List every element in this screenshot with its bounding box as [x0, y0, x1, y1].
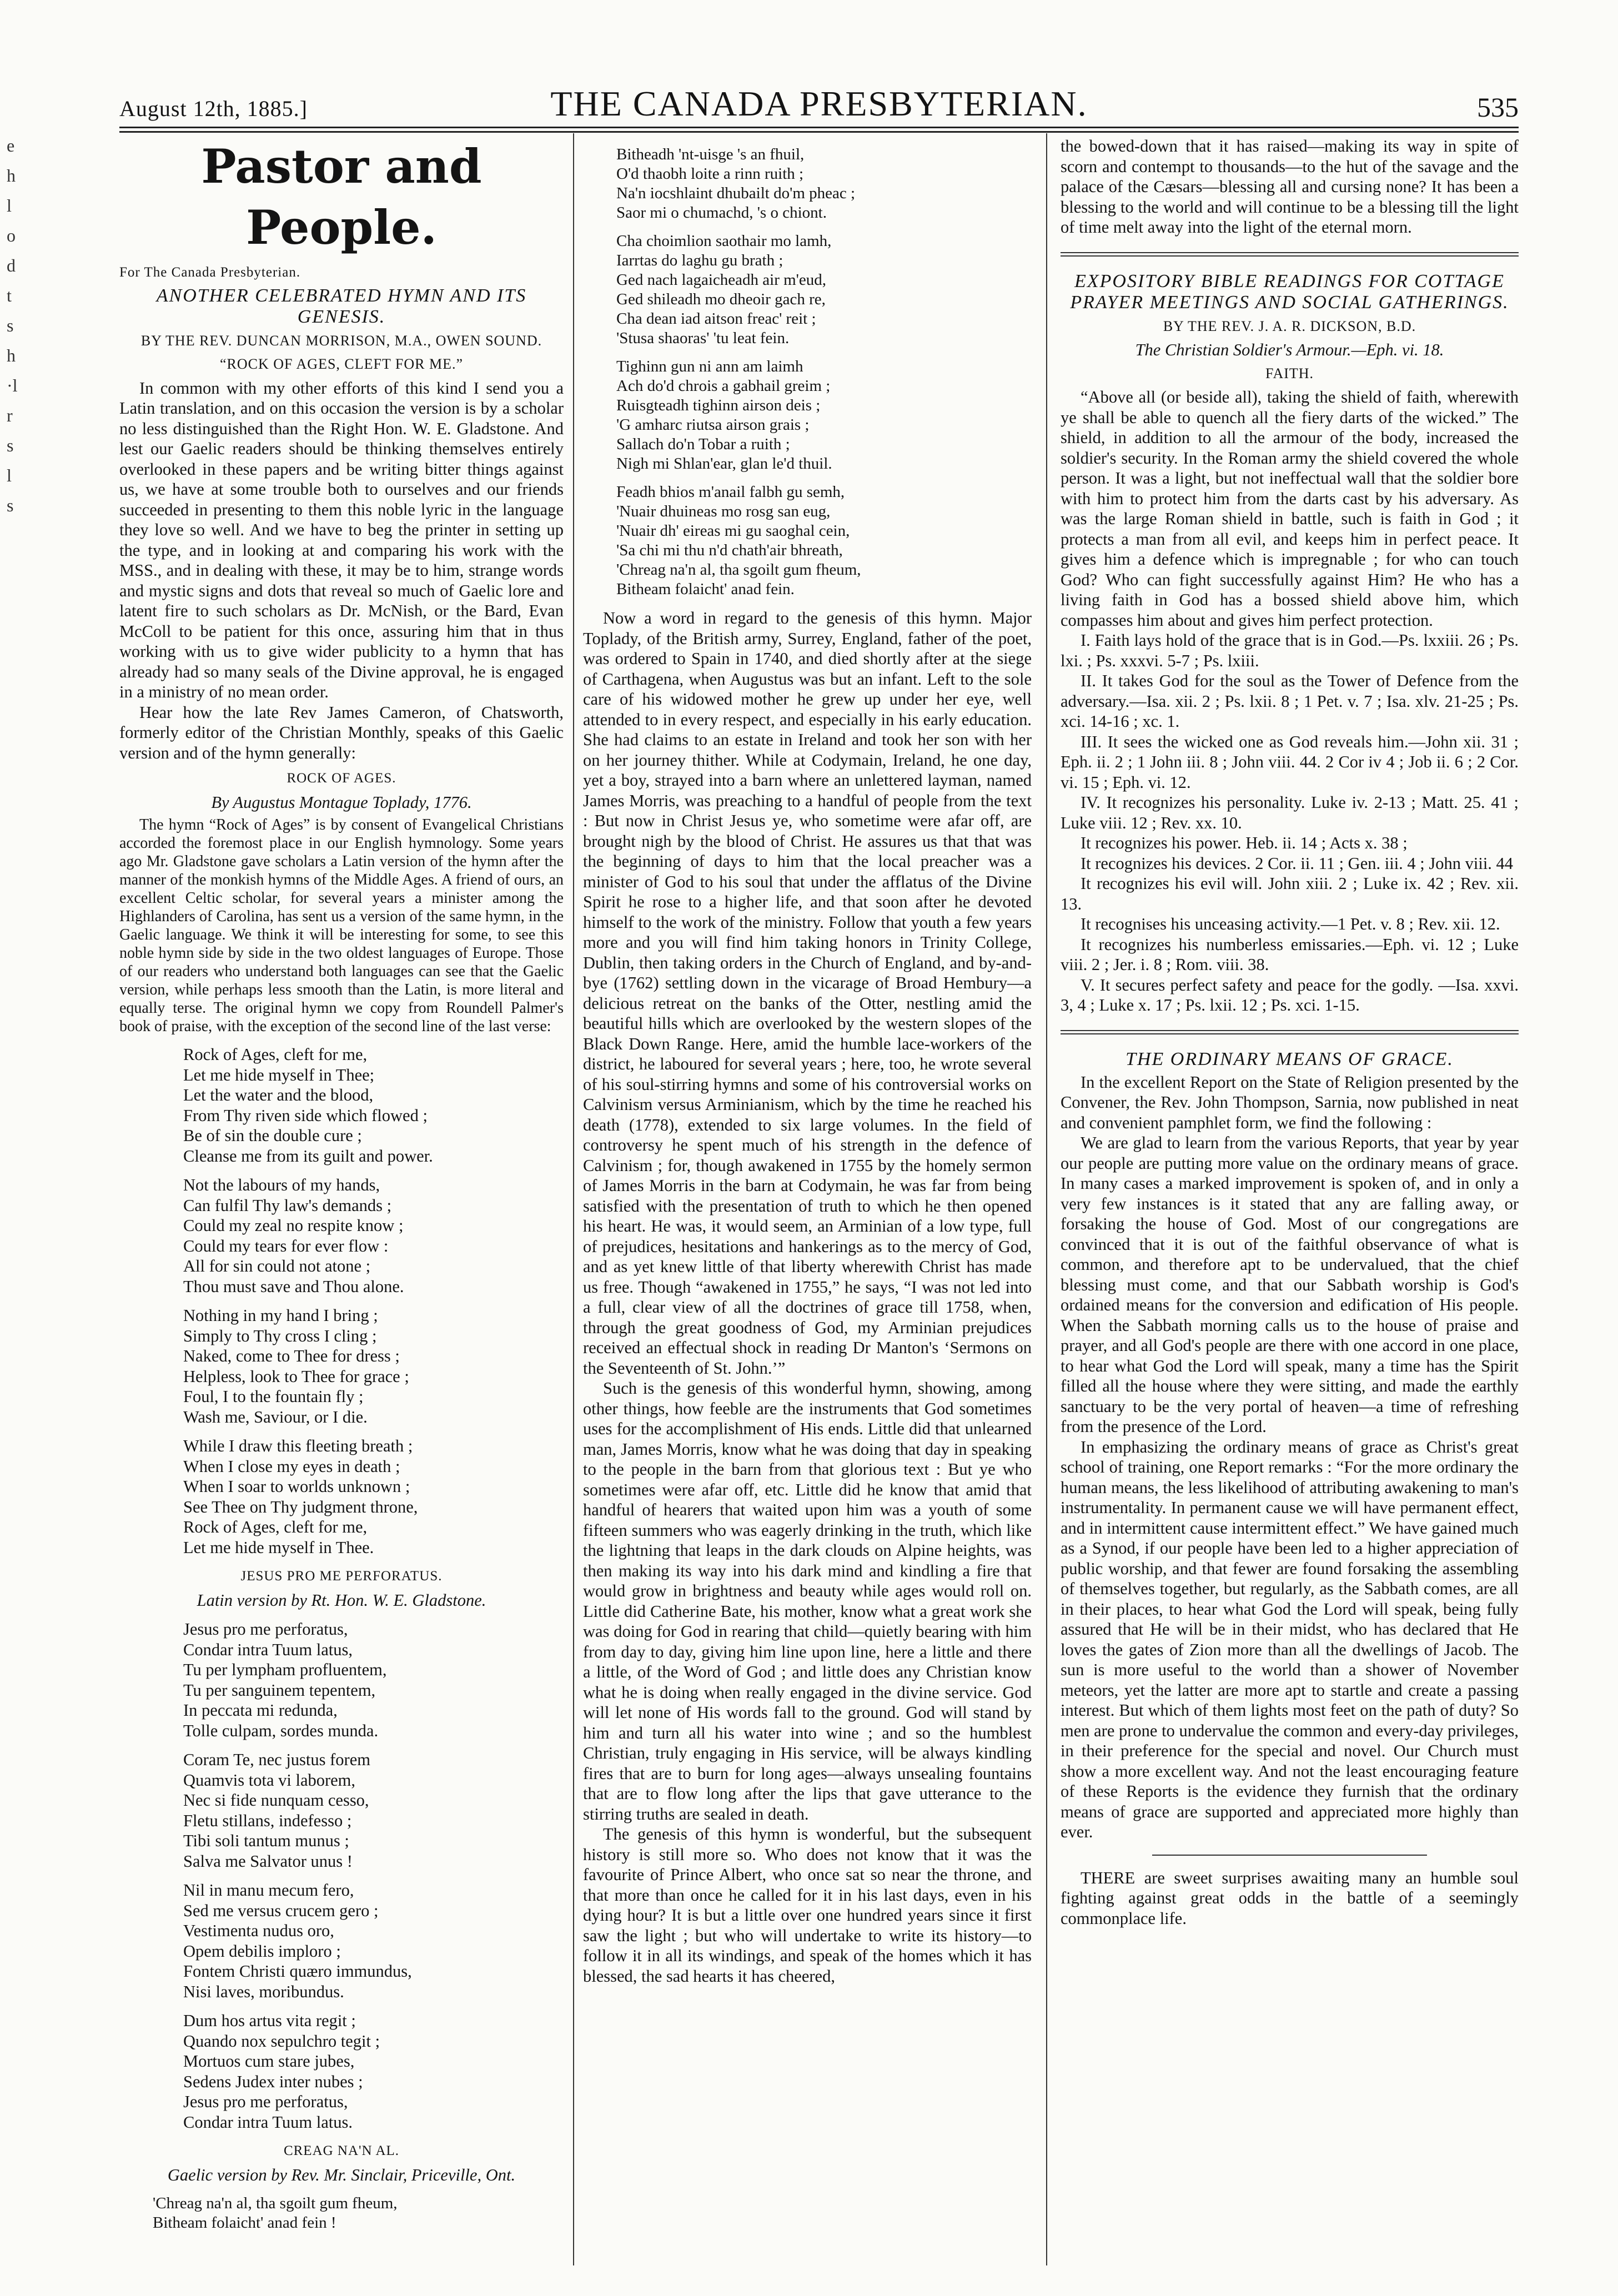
latin-stanzas	[119, 1619, 564, 2132]
verse-line: Vestimenta nudus oro,	[183, 1921, 334, 1940]
reference-item: It recognizes his power. Heb. ii. 14 ; Acts x. 38 ;	[1081, 833, 1408, 852]
separator	[1152, 1855, 1427, 1856]
verse-line: Could my tears for ever flow :	[183, 1236, 389, 1255]
article-byline: BY THE REV. DUNCAN MORRISON, M.A., OWEN SOUND.	[140, 332, 542, 349]
reference-item: III. It sees the wicked one as God reveals him.—John xii. 31 ; Eph. ii. 2 ; 1 John iii. 8 ; John viii. 44. 2 Cor iv 4 ; Job ii. 6 ; 2 Cor. vi. 15 ; Eph. vi. 12.	[1061, 732, 1519, 792]
for-line: For The Canada Presbyterian.	[119, 265, 301, 280]
stanza	[119, 1750, 564, 1871]
verse-line: Saor mi o chumachd, 's o chiont.	[616, 204, 827, 222]
masthead	[119, 83, 1519, 122]
verse-line: Jesus pro me perforatus,	[183, 2092, 348, 2111]
reference-item: I. Faith lays hold of the grace that is in God.—Ps. lxxiii. 26 ; Ps. lxi. ; Ps. xxxvi. 5-7 ; Ps. lxiii.	[1061, 631, 1519, 670]
verse-line: Mortuos cum stare jubes,	[183, 2052, 355, 2071]
stanza	[119, 1880, 564, 2002]
reference-item: It recognizes his numberless emissaries.—Eph. vi. 12 ; Luke viii. 2 ; Jer. i. 8 ; Rom. viii. 38.	[1061, 935, 1519, 974]
margin-mark: r	[7, 405, 13, 425]
paragraph: In common with my other efforts of this kind I send you a Latin translation, and on this occasion the version is by a scholar no less distinguished than the Right Hon. W. E. Gladstone. And lest our Gaelic readers should be thinking themselves entirely overlooked in these papers and be writing bitter things against us, we have at some trouble both to ourselves and our friends succeeded in presenting to them this noble lyric in the language they love so well. And we have to beg the printer in setting up the type, and in looking at and comparing his work with the MSS., and in dealing with these, it may be to him, strange words and mystic signs and dots that reveal so much of Gaelic lore and latent fire to such scholars as Dr. McNish, or the Bard, Evan McColl to be patient for this once, assuring him that in thus working with us to give wider publicity to a hymn that has already had so many seals of the Divine approval, he is engaged in a ministry of no mean order.	[119, 378, 564, 701]
verse-line: Wash me, Saviour, or I die.	[183, 1407, 368, 1426]
margin-mark: o	[7, 225, 16, 245]
latin-subheading: Latin version by Rt. Hon. W. E. Gladstone.	[197, 1590, 486, 1610]
reference-item: It recognises his unceasing activity.—1 Pet. v. 8 ; Rev. xii. 12.	[1081, 915, 1500, 933]
gaelic-subheading: Gaelic version by Rev. Mr. Sinclair, Priceville, Ont.	[167, 2165, 516, 2184]
verse-line: Ged shileadh mo dheoir gach re,	[616, 290, 826, 308]
verse-line: Condar intra Tuum latus.	[183, 2112, 353, 2132]
margin-mark: s	[7, 315, 14, 335]
verse-line: 'Nuair dhuineas mo rosg san eug,	[616, 503, 831, 520]
section-rule	[1061, 1030, 1519, 1034]
hymn-stanzas	[119, 1044, 564, 1558]
stanza	[119, 1044, 564, 1166]
article-byline: BY THE REV. J. A. R. DICKSON, B.D.	[1163, 318, 1416, 334]
verse-line: Na'n iocshlaint dhubailt do'm pheac ;	[616, 184, 856, 202]
verse-line: Bitheam folaicht' anad fein !	[153, 2214, 336, 2232]
verse-line: Naked, come to Thee for dress ;	[183, 1347, 400, 1365]
verse-line: Cha choimlion saothair mo lamh,	[616, 232, 832, 250]
verse-line: Tu per lympham profluentem,	[183, 1660, 387, 1679]
verse-line: 'Chreag na'n al, tha sgoilt gum fheum,	[153, 2194, 398, 2212]
verse-line: Not the labours of my hands,	[183, 1175, 380, 1194]
verse-line: Cha dean iad aitson freac' reit ;	[616, 310, 816, 328]
verse-line: Condar intra Tuum latus,	[183, 1640, 353, 1659]
verse-line: Let the water and the blood,	[183, 1086, 374, 1104]
verse-line: Sedens Judex inter nubes ;	[183, 2072, 363, 2091]
newspaper-title: THE CANADA PRESBYTERIAN.	[550, 84, 1088, 123]
verse-line: In peccata mi redunda,	[183, 1701, 338, 1720]
margin-mark: h	[7, 345, 16, 365]
column-1	[119, 136, 564, 2242]
verse-line: 'Nuair dh' eireas mi gu saoghal cein,	[616, 522, 850, 540]
verse-line: All for sin could not atone ;	[183, 1257, 371, 1275]
verse-line: Nothing in my hand I bring ;	[183, 1306, 378, 1325]
verse-line: Let me hide myself in Thee.	[183, 1538, 374, 1557]
column-divider	[573, 133, 574, 2265]
latin-heading: JESUS PRO ME PERFORATUS.	[240, 1569, 443, 1584]
verse-line: 'Sa chi mi thu n'd chath'air bhreath,	[616, 541, 843, 559]
verse-line: Jesus pro me perforatus,	[183, 1620, 348, 1639]
verse-line: Salva me Salvator unus !	[183, 1851, 353, 1871]
verse-line: Tighinn gun ni ann am laimh	[616, 358, 803, 375]
verse-line: 'Stusa shaoras' 'tu leat fein.	[616, 329, 790, 347]
section-title: Pastor and People.	[201, 139, 482, 255]
verse-line: Let me hide myself in Thee;	[183, 1065, 375, 1084]
margin-mark: h	[7, 165, 16, 185]
verse-line: Nigh mi Shlan'ear, glan le'd thuil.	[616, 455, 832, 473]
faith-heading: FAITH.	[1265, 365, 1314, 381]
verse-line: Iarrtas do laghu gu brath ;	[616, 252, 783, 269]
verse-line: 'G amharc riutsa airson grais ;	[616, 416, 810, 434]
verse-line: Could my zeal no respite know ;	[183, 1216, 404, 1235]
verse-line: Tu per sanguinem tepentem,	[183, 1680, 376, 1700]
paragraph: THERE are sweet surprises awaiting many an humble soul fighting against great odds in the battle of a seemingly commonplace life.	[1061, 1868, 1519, 1928]
verse-line: Can fulfil Thy law's demands ;	[183, 1195, 392, 1215]
margin-mark: l	[7, 195, 12, 215]
column-divider	[1046, 133, 1047, 2265]
masthead-rule	[119, 127, 1519, 128]
verse-line: Cleanse me from its guilt and power.	[183, 1146, 433, 1165]
column-2	[583, 136, 1032, 1986]
page-number: 535	[1477, 92, 1519, 123]
article-title: EXPOSITORY BIBLE READINGS FOR COTTAGE PRAYER MEETINGS AND SOCIAL GATHERINGS.	[1070, 270, 1509, 313]
stanza	[583, 232, 1032, 348]
margin-mark: e	[7, 135, 15, 155]
verse-line: When I soar to worlds unknown ;	[183, 1477, 410, 1496]
gaelic-stanzas	[583, 145, 1032, 599]
verse-line: Bitheam folaicht' anad fein.	[616, 580, 795, 598]
stanza	[119, 1305, 564, 1427]
article-title: ANOTHER CELEBRATED HYMN AND ITS GENESIS.	[156, 285, 527, 327]
stanza	[119, 1436, 564, 1558]
verse-line: Foul, I to the fountain fly ;	[183, 1387, 364, 1406]
verse-line: Ruisgteadh tighinn airson deis ;	[616, 396, 821, 414]
verse-line: While I draw this fleeting breath ;	[183, 1436, 413, 1455]
verse-line: O'd thaobh loite a rinn ruith ;	[616, 165, 804, 183]
verse-line: Dum hos artus vita regit ;	[183, 2011, 356, 2030]
margin-mark: ·l	[7, 375, 18, 395]
verse-line: Tolle culpam, sordes munda.	[183, 1721, 379, 1740]
verse-line: Sed me versus crucem gero ;	[183, 1901, 379, 1920]
stanza	[119, 2011, 564, 2132]
stanza	[583, 483, 1032, 599]
gaelic-heading: CREAG NA'N AL.	[283, 2143, 400, 2158]
margin-mark: d	[7, 255, 16, 275]
paragraph: the bowed-down that it has raised—making its way in spite of scorn and contempt to thousands—to the hut of the savage and the palace of the Cæsars—blessing all and cursing none? It has been a blessing to the world and will continue to be a blessing till the light of time melt away into the light of the eternal morn.	[1061, 137, 1519, 237]
paragraph: We are glad to learn from the various Reports, that year by year our people are putting more value on the ordinary means of grace. In many cases a marked improvement is spoken of, and in only a very few instances is it stated that any are falling away, or forsaking the house of God. Most of our congregations are convinced that it is out of the faithful observance of what is common, and therefore apt to be undervalued, that the chief blessing must come, and that our Sabbath worship is God's ordained means for the conversion and edification of His people. When the Sabbath morning calls us to the house of praise and prayer, and all God's people are there with one accord in one place, to hear what God the Lord will speak, many a time has the Spirit filled all the house where they were sitting, and made the earthly sanctuary to be the very portal of heaven—a time of refreshing from the presence of the Lord.	[1061, 1133, 1519, 1436]
verse-line: Ged nach lagaicheadh air m'eud,	[616, 271, 827, 289]
verse-line: Nec si fide nunquam cesso,	[183, 1791, 369, 1810]
article-subtitle: The Christian Soldier's Armour.—Eph. vi. 18.	[1135, 340, 1444, 359]
margin-marks	[7, 130, 29, 520]
epigraph: “ROCK OF AGES, CLEFT FOR ME.”	[219, 356, 464, 372]
reference-item: It recognizes his evil will. John xiii. 2 ; Luke ix. 42 ; Rev. xii. 13.	[1061, 874, 1519, 913]
verse-line: Coram Te, nec justus forem	[183, 1750, 370, 1769]
verse-line: Rock of Ages, cleft for me,	[183, 1045, 368, 1064]
section-rule	[1061, 252, 1519, 257]
reference-item: IV. It recognizes his personality. Luke iv. 2-13 ; Matt. 25. 41 ; Luke viii. 12 ; Rev. xx. 10.	[1061, 793, 1519, 832]
verse-line: Fletu stillans, indefesso ;	[183, 1811, 352, 1830]
paragraph: “Above all (or beside all), taking the shield of faith, wherewith ye shall be able to quench all the fiery darts of the wicked.” The shield, in addition to all the armour of the body, increased the soldier's security. In the Roman army the shield covered the whole person. It was a light, but not ineffectual wall that the soldier bore with him to protect him from the darts cast by his adversary. As was the large Roman shield in battle, such is faith in God ; it protects a man from all evil, and keeps him in perfect peace. It gives him a defence which is impregnable ; for who can touch God? Who can fight successfully against Him? He who has a living faith in God has a bossed shield above him, which compasses him about and gives him perfect protection.	[1061, 388, 1519, 630]
rock-heading: ROCK OF AGES.	[287, 771, 396, 786]
column-3	[1061, 136, 1519, 1928]
verse-line: Sallach do'n Tobar a ruith ;	[616, 435, 790, 453]
verse-line: Tibi soli tantum munus ;	[183, 1831, 349, 1850]
paragraph: Such is the genesis of this wonderful hymn, showing, among other things, how feeble are the instruments that God sometimes uses for the accomplishment of His ends. Little did that unlearned man, James Morris, know what he was doing that day in speaking to the people in the barn from that glorious text : But ye who sometimes were afar off, etc. Little did he know that amid that handful of hearers that waited upon him was a youth of some fifteen summers who was eagerly drinking in the truth, which like the lightning that leaps in the dark clouds on Alpine heights, was then making its way into his dark mind and kindling a fire that would grow in brightness and beauty while ages would roll on. Little did Catherine Bate, his mother, know what a great work she was doing for God in rearing that child—quietly bearing with him from day to day, giving him line upon line, here a little and there a little, of the Word of God ; and little does any Christian know what he is doing when really engaged in the divine service. God will let none of His words fall to the ground. God will stand by him and turn all his water into wine ; and so the humblest Christian, truly engaging in His service, will be always kindling fires that are to burn for long ages—always unsealing fountains that are to flow long after the lips that gave utterance to the stirring truths are sealed in death.	[583, 1379, 1032, 1823]
reference-item: II. It takes God for the soul as the Tower of Defence from the adversary.—Isa. xii. 2 ; Ps. lxii. 8 ; 1 Pet. v. 7 ; Isa. xlv. 21-25 ; Ps. xci. 14-16 ; xc. 1.	[1061, 671, 1519, 731]
paragraph: Hear how the late Rev James Cameron, of Chatsworth, formerly editor of the Christian Monthly, speaks of this Gaelic version and of the hymn generally:	[119, 702, 564, 762]
paragraph: The hymn “Rock of Ages” is by consent of Evangelical Christians accorded the foremost place in our English hymnology. Some years ago Mr. Gladstone gave scholars a Latin version of the hymn after the manner of the monkish hymns of the Middle Ages. A friend of ours, an excellent Celtic scholar, for several years a minister among the Highlanders of Carolina, has sent us a version of the same hymn, in the Gaelic language. We think it will be interesting for some, to see this noble hymn side by side in the two oldest languages of Europe. Those of our readers who understand both languages can see that the Gaelic version, while perhaps less smooth than the Latin, is more literal and equally terse. The original hymn we copy from Roundell Palmer's book of praise, with the exception of the second line of the last verse:	[119, 816, 564, 1035]
reference-item: V. It secures perfect safety and peace for the godly. —Isa. xxvi. 3, 4 ; Luke x. 17 ; Ps. lxii. 12 ; Ps. xci. 1-15.	[1061, 975, 1519, 1014]
verse-line: See Thee on Thy judgment throne,	[183, 1497, 418, 1516]
verse-line: Opem debilis imploro ;	[183, 1941, 341, 1961]
margin-mark: s	[7, 435, 14, 455]
verse-line: Fontem Christi quæro immundus,	[183, 1962, 412, 1981]
gaelic-stanza	[119, 2194, 564, 2233]
stanza	[583, 357, 1032, 474]
margin-mark: l	[7, 465, 12, 485]
verse-line: 'Chreag na'n al, tha sgoilt gum fheum,	[616, 561, 861, 579]
issue-date: August 12th, 1885.]	[119, 96, 308, 121]
verse-line: Feadh bhios m'anail falbh gu semh,	[616, 483, 845, 501]
margin-mark: s	[7, 495, 14, 515]
paragraph: In the excellent Report on the State of Religion presented by the Convener, the Rev. John Thompson, Sarnia, now published in neat and convenient pamphlet form, we find the following :	[1061, 1072, 1519, 1132]
verse-line: Simply to Thy cross I cling ;	[183, 1326, 377, 1345]
reference-item: It recognizes his devices. 2 Cor. ii. 11 ; Gen. iii. 4 ; John viii. 44	[1081, 853, 1514, 873]
stanza	[119, 1175, 564, 1297]
verse-line: When I close my eyes in death ;	[183, 1456, 400, 1476]
verse-line: Nil in manu mecum fero,	[183, 1881, 354, 1900]
stanza	[583, 145, 1032, 223]
verse-line: Quamvis tota vi laborem,	[183, 1770, 356, 1790]
article-title: THE ORDINARY MEANS OF GRACE.	[1125, 1048, 1454, 1069]
verse-line: Rock of Ages, cleft for me,	[183, 1518, 368, 1536]
verse-line: From Thy riven side which flowed ;	[183, 1106, 428, 1125]
paragraph: In emphasizing the ordinary means of grace as Christ's great school of training, one Report remarks : “For the more ordinary the human means, the less likelihood of attributing awakening to man's instrumentality. In permanent cause we will have permanent effect, and in intermittent cause intermittent effect.” We have gained much as a Synod, if our people have been led to a higher appreciation of public worship, and that fewer are found forsaking the assembling of themselves together, but regularly, as the Sabbath comes, are all in their places, to hear what God the Lord will speak, being fully assured that He will be in their midst, who has declared that He loves the gates of Zion more than all the dwellings of Jacob. The sun is more useful to the world than a shower of November meteors, yet the latter are more apt to startle and create a passing interest. But which of them lights most feet on the path of duty? So men are prone to undervalue the common and every-day privileges, in their preference for the special and novel. Our Church must show a more excellent way. And not the least encouraging feature of these Reports is the evidence they furnish that the ordinary means of grace are supported and appreciated more highly than ever.	[1061, 1437, 1519, 1841]
verse-line: Thou must save and Thou alone.	[183, 1277, 404, 1296]
rock-author: By Augustus Montague Toplady, 1776.	[211, 792, 472, 812]
verse-line: Be of sin the double cure ;	[183, 1126, 362, 1145]
stanza	[119, 1619, 564, 1741]
verse-line: Helpless, look to Thee for grace ;	[183, 1366, 409, 1386]
verse-line: Bitheadh 'nt-uisge 's an fhuil,	[616, 145, 805, 163]
masthead-rule-2	[119, 131, 1519, 133]
paragraph: The genesis of this hymn is wonderful, but the subsequent history is still more so. Who does not know that it was the favourite of Prince Albert, who once sat so near the throne, and that more than once he called for it in his last days, even in his dying hour? It is but a little over one hundred years since it first saw the light ; but who will undertake to write its history—to follow it in all its windings, and speak of the homes which it has blessed, the sad hearts it has cheered,	[583, 1825, 1032, 1986]
verse-line: Quando nox sepulchro tegit ;	[183, 2031, 380, 2051]
margin-mark: t	[7, 285, 12, 305]
verse-line: Ach do'd chrois a gabhail greim ;	[616, 377, 831, 395]
scripture-references	[1061, 630, 1519, 1016]
verse-line: Nisi laves, moribundus.	[183, 1982, 344, 2001]
paragraph: Now a word in regard to the genesis of this hymn. Major Toplady, of the British army, Surrey, England, father of the poet, was ordered to Spain in 1740, and died shortly after at the siege of Carthagena, when Augustus was but an infant. Left to the sole care of his widowed mother he grew up under her eye, well attended to in every respect, and especially in his early education. She had claims to an estate in Ireland and took her son with her on her journey thither. While at Codymain, Ireland, he one day, yet a boy, strayed into a barn where an unlettered layman, named James Morris, was preaching to a handful of people from the text : But now in Christ Jesus ye, who sometime were afar off, are brought nigh by the blood of Christ. He assures us that that was the beginning of days to him that the local preacher was a minister of God to his soul that under the afflatus of the Divine Spirit he rose to a higher life, and that soon after he devoted himself to the work of the ministry. Follow that youth a few years more and you will find him taking honors in Trinity College, Dublin, then taking orders in the Church of England, and by-and-bye (1762) settling down in the vicarage of Broad Hembury—a delicious retreat on the banks of the Otter, nestling amid the beautiful hills which are overlooked by the western slopes of the Black Down Range. Here, amid the humble lace-workers of the district, he laboured for several years ; here, too, he wrote several of his soul-stirring hymns and some of his controversial works on Calvinism versus Arminianism, which by the time he reached his death (1778), extended to six large volumes. In the field of controversy he spent much of his strength in the defence of Calvinism ; for, though awakened in 1755 by the homely sermon of James Morris in the barn at Codymain, he was far from being satisfied with the presentation of truth to which he then opened his heart. He was, it would seem, an Arminian of a low type, full of prejudices, hesitations and hankerings as to the mercy of God, and as yet knew little of that liberty wherewith Christ has made us free. Though “awakened in 1755,” he says, “I was not led into a full, clear view of all the doctrines of grace till 1758, when, through the great goodness of God, my Arminian prejudices received an effectual shock in reading Dr Manton's ‘Sermons on the Seventeenth of St. John.’”	[583, 609, 1032, 1378]
